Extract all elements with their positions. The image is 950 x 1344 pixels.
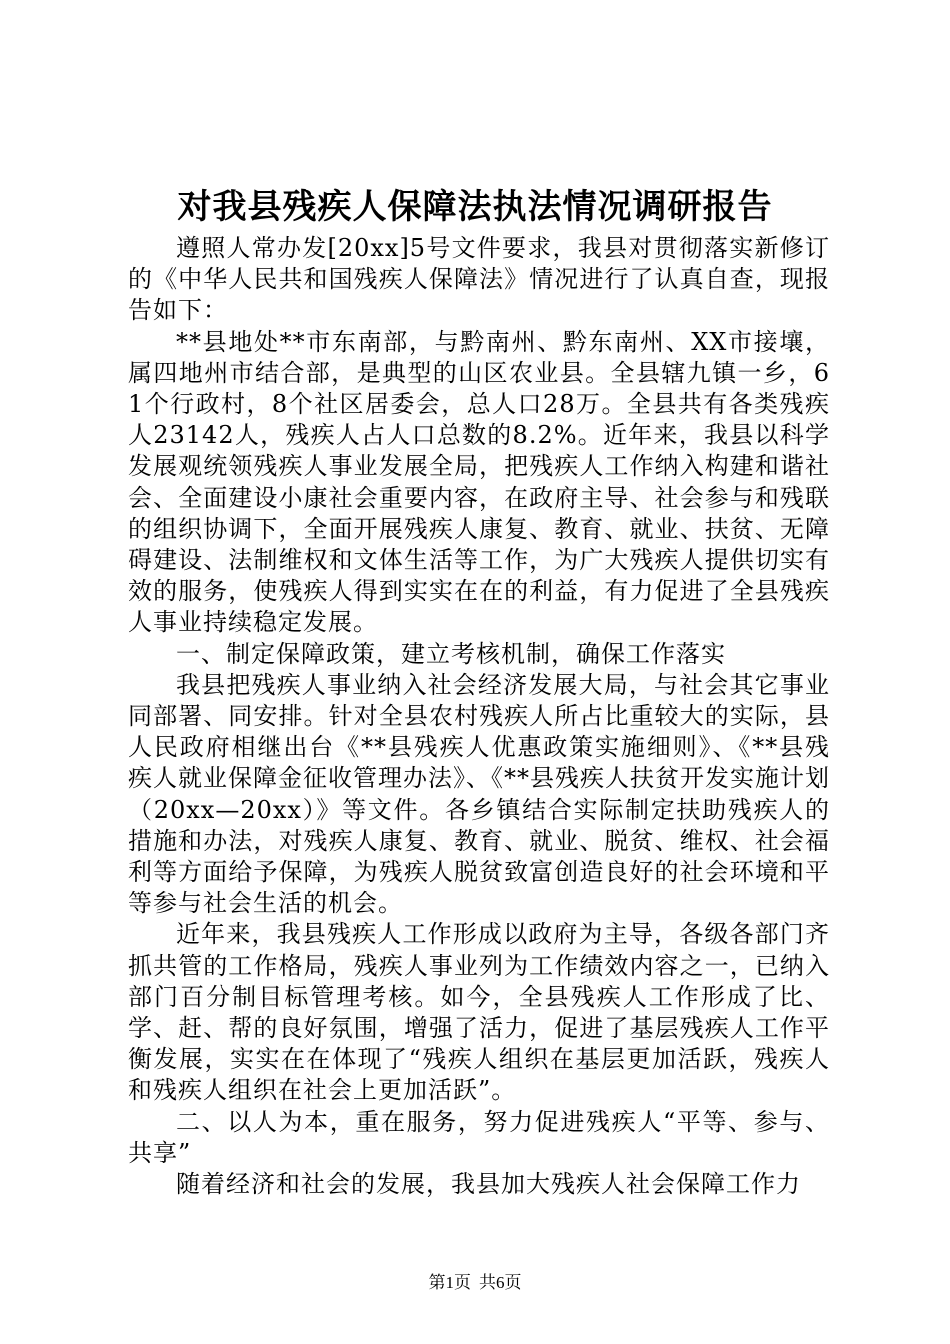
section-1-paragraph-1: 我县把残疾人事业纳入社会经济发展大局，与社会其它事业同部署、同安排。针对全县农村残疾人所占比重较大的实际，县人民政府相继出台《**县残疾人优惠政策实施细则》、《**县残疾人就业保障金征收管理办法》、《**县残疾人扶贫开发实施计划（20xx—20xx）》等文件。各乡镇结合实际制定扶助残疾人的措施和办法，对残疾人康复、教育、就业、脱贫、维权、社会福利等方面给予保障，为残疾人脱贫致富创造良好的社会环境和平等参与社会生活的机会。 [128,670,830,918]
document-title: 对我县残疾人保障法执法情况调研报告 [177,187,773,227]
page-footer [0,1272,950,1294]
page-number-current: 第1页 [428,1273,471,1292]
intro-paragraph: 遵照人常办发[20xx]5号文件要求，我县对贯彻落实新修订的《中华人民共和国残疾人保障法》情况进行了认真自查，现报告如下： [128,234,830,325]
section-1-paragraph-2: 近年来，我县残疾人工作形成以政府为主导，各级各部门齐抓共管的工作格局，残疾人事业列为工作绩效内容之一，已纳入部门百分制目标管理考核。如今，全县残疾人工作形成了比、学、赶、帮的良好氛围，增强了活力，促进了基层残疾人工作平衡发展，实实在在体现了“残疾人组织在基层更加活跃，残疾人和残疾人组织在社会上更加活跃”。 [128,920,830,1105]
section-2-paragraph-1: 随着经济和社会的发展，我县加大残疾人社会保障工作力 [176,1170,801,1199]
page-number-total: 共6页 [479,1273,522,1292]
section-heading-2: 二、以人为本，重在服务，努力促进残疾人“平等、参与、共享” [128,1107,830,1167]
document-body [128,233,830,1200]
section-heading-1: 一、制定保障政策，建立考核机制，确保工作落实 [176,639,726,668]
overview-paragraph: **县地处**市东南部，与黔南州、黔东南州、XX市接壤，属四地州市结合部，是典型的山区农业县。全县辖九镇一乡，61个行政村，8个社区居委会，总人口28万。全县共有各类残疾人23142人，残疾人占人口总数的8.2%。近年来，我县以科学发展观统领残疾人事业发展全局，把残疾人工作纳入构建和谐社会、全面建设小康社会重要内容，在政府主导、社会参与和残联的组织协调下，全面开展残疾人康复、教育、就业、扶贫、无障碍建设、法制维权和文体生活等工作，为广大残疾人提供切实有效的服务，使残疾人得到实实在在的利益，有力促进了全县残疾人事业持续稳定发展。 [128,327,830,637]
